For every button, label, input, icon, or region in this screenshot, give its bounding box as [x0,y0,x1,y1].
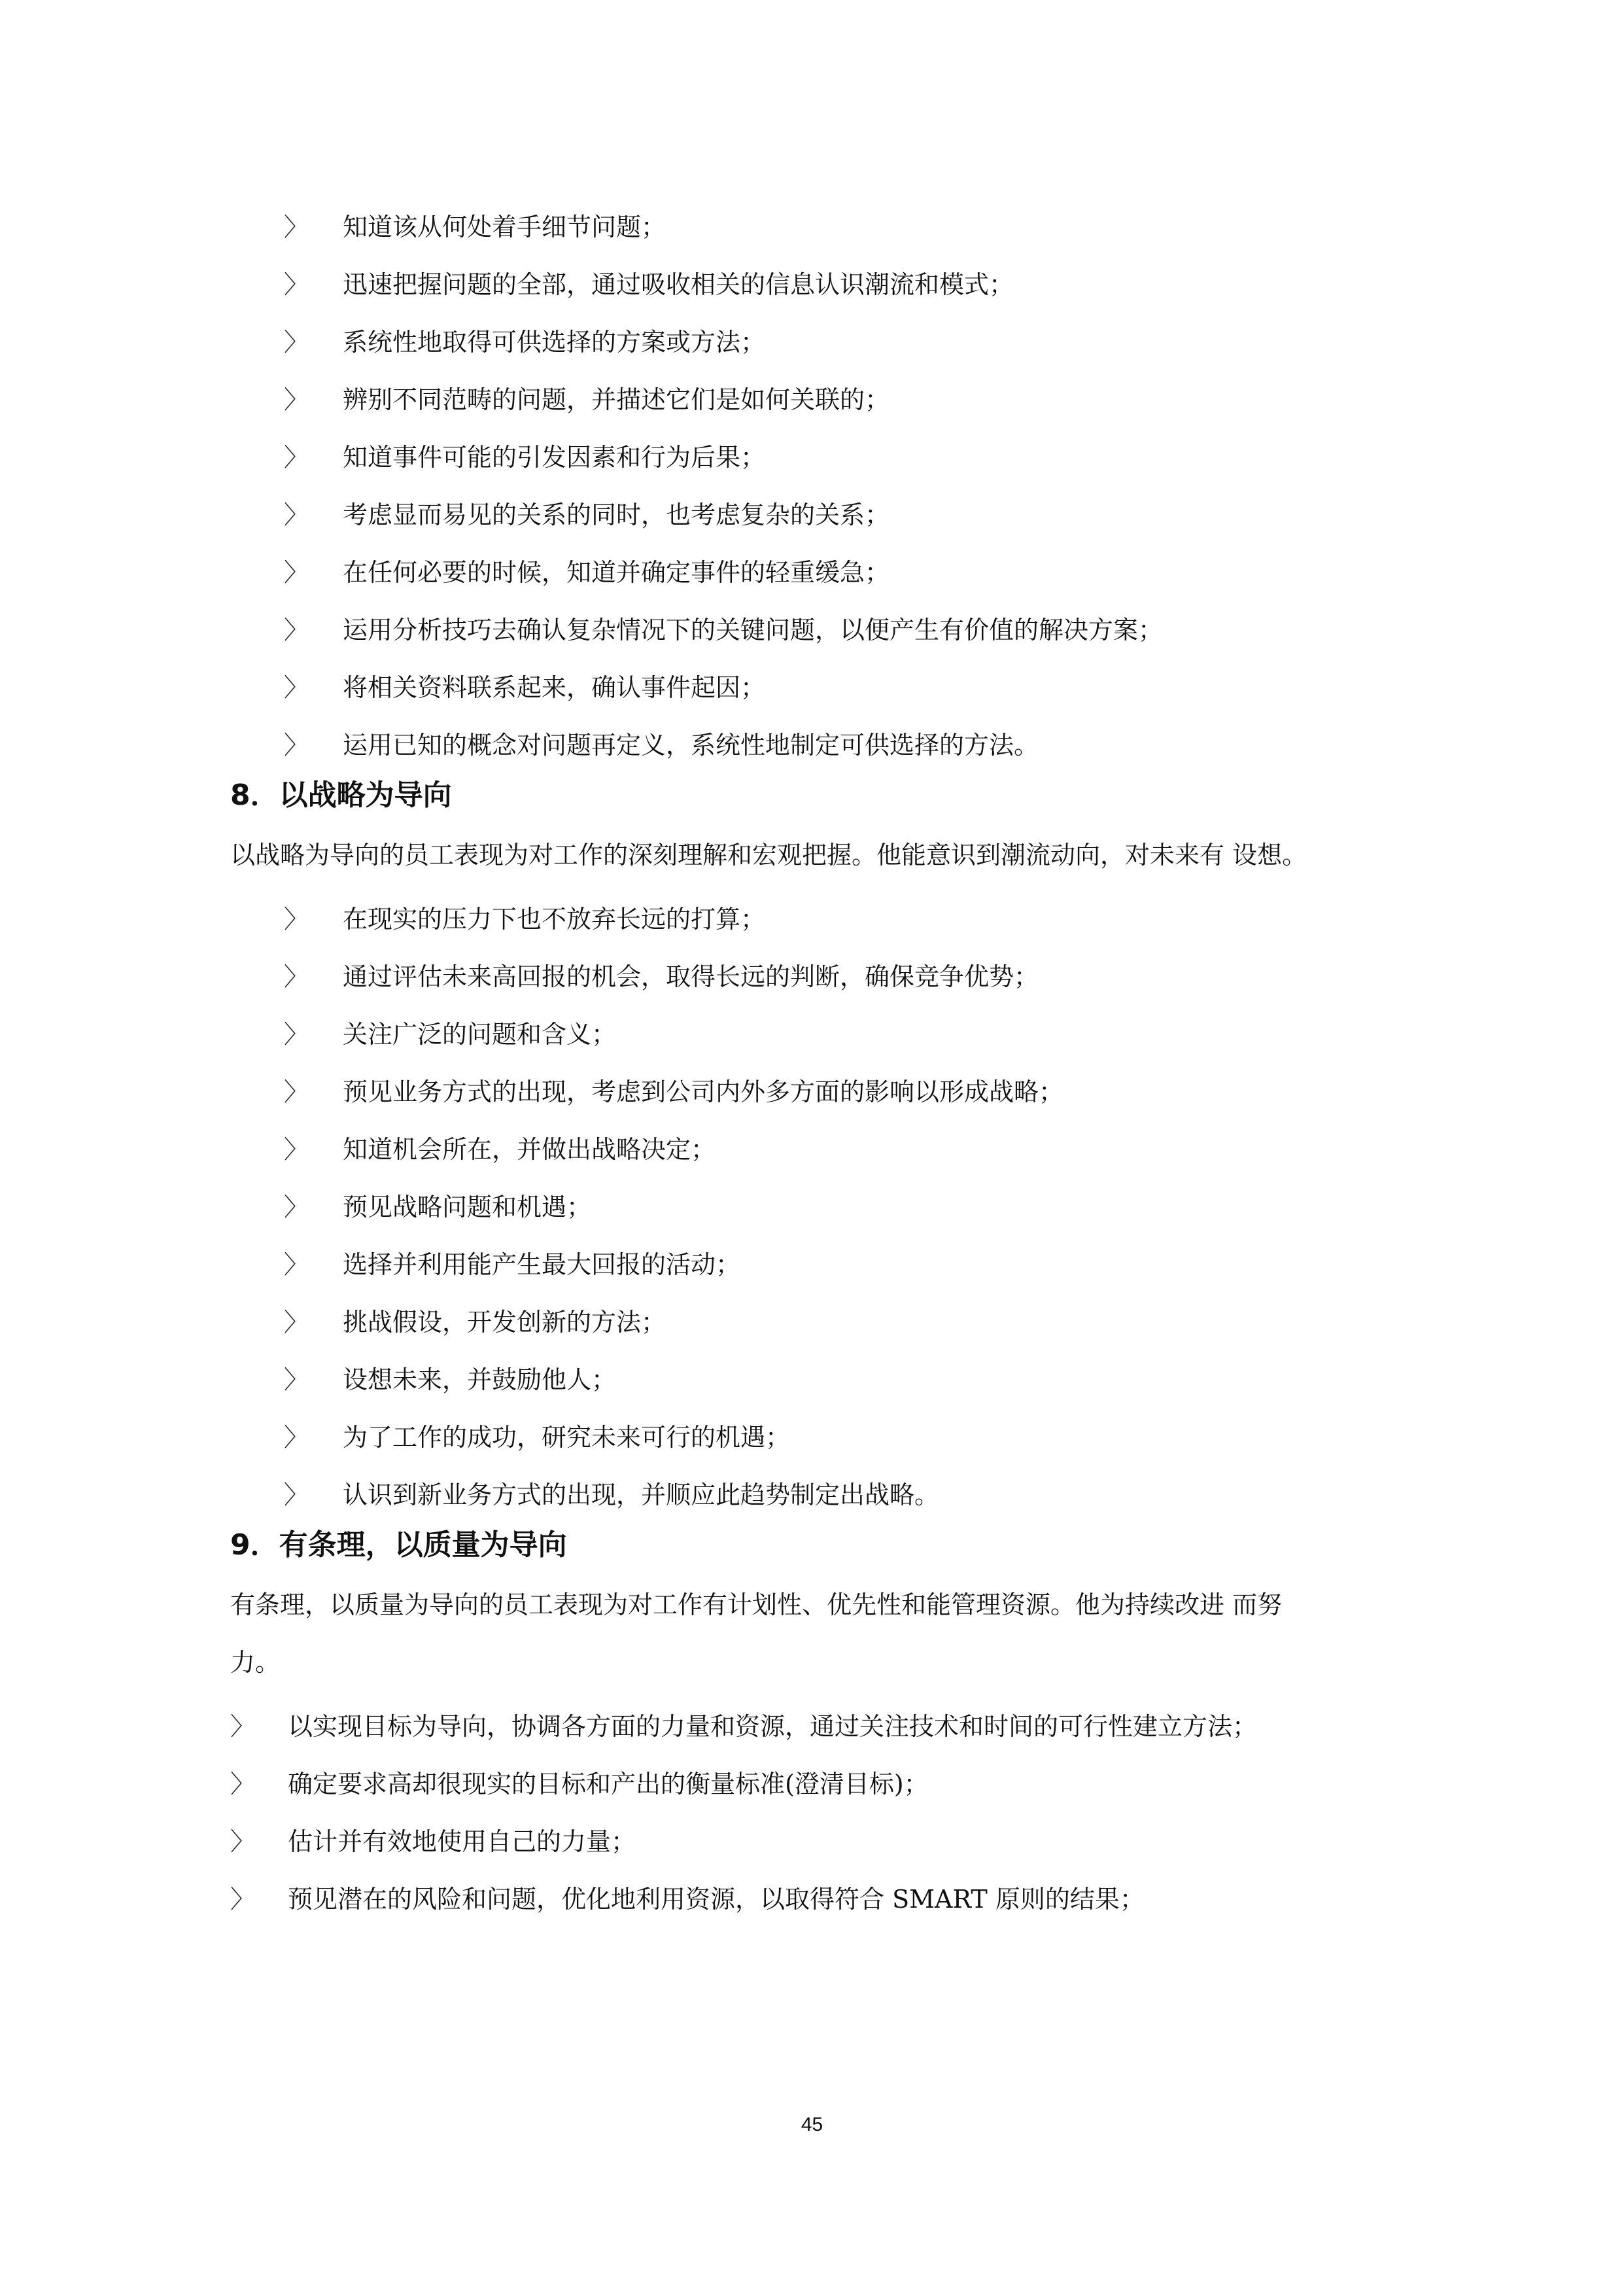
section-heading-quality: 9．有条理，以质量为导向 [230,1528,567,1562]
list-item: 辨别不同范畴的问题，并描述它们是如何关联的； [343,385,890,414]
list-item: 为了工作的成功，研究未来可行的机遇； [343,1423,791,1452]
bullet-marker: 〉 [284,1020,309,1049]
bullet-marker: 〉 [284,1250,309,1279]
bullet-marker: 〉 [284,1480,309,1509]
list-item: 设想未来，并鼓励他人； [343,1365,617,1394]
bullet-marker: 〉 [230,1827,256,1856]
list-item: 关注广泛的问题和含义； [343,1020,617,1049]
list-item: 预见潜在的风险和问题，优化地利用资源，以取得符合 SMART 原则的结果； [288,1885,1145,1914]
list-item: 运用分析技巧去确认复杂情况下的关键问题，以便产生有价值的解决方案； [343,616,1164,644]
section-intro-strategy: 以战略为导向的员工表现为对工作的深刻理解和宏观把握。他能意识到潮流动向，对未来有 设想。 [230,841,1307,869]
bullet-marker: 〉 [284,270,309,299]
list-item: 选择并利用能产生最大回报的活动； [343,1250,741,1279]
list-item: 估计并有效地使用自己的力量； [288,1827,636,1856]
section-heading-strategy: 8．以战略为导向 [230,779,452,812]
bullet-marker: 〉 [284,962,309,991]
section-intro-quality-line1: 有条理，以质量为导向的员工表现为对工作有计划性、优先性和能管理资源。他为持续改进 而努 [230,1590,1283,1619]
list-item: 知道机会所在，并做出战略决定； [343,1135,716,1164]
list-item: 确定要求高却很现实的目标和产出的衡量标准(澄清目标)； [288,1770,929,1798]
bullet-marker: 〉 [284,328,309,357]
list-item: 运用已知的概念对问题再定义，系统性地制定可供选择的方法。 [343,731,1039,760]
bullet-marker: 〉 [284,905,309,934]
list-item: 知道事件可能的引发因素和行为后果； [343,443,766,472]
bullet-marker: 〉 [284,443,309,472]
section-intro-quality-line2: 力。 [230,1648,281,1677]
bullet-marker: 〉 [284,1423,309,1452]
page-number: 45 [801,2114,823,2135]
bullet-marker: 〉 [284,1365,309,1394]
list-item: 以实现目标为导向，协调各方面的力量和资源，通过关注技术和时间的可行性建立方法； [288,1712,1258,1741]
bullet-marker: 〉 [284,385,309,414]
list-item: 挑战假设，开发创新的方法； [343,1308,666,1337]
bullet-marker: 〉 [284,500,309,529]
bullet-marker: 〉 [284,1193,309,1221]
list-item: 预见业务方式的出现，考虑到公司内外多方面的影响以形成战略； [343,1077,1064,1106]
bullet-marker: 〉 [284,1308,309,1337]
list-item: 迅速把握问题的全部，通过吸收相关的信息认识潮流和模式； [343,270,1014,299]
list-item: 在现实的压力下也不放弃长远的打算； [343,905,766,934]
bullet-marker: 〉 [284,213,309,241]
list-item: 认识到新业务方式的出现，并顺应此趋势制定出战略。 [343,1480,940,1509]
bullet-marker: 〉 [284,673,309,702]
bullet-marker: 〉 [284,616,309,644]
list-item: 考虑显而易见的关系的同时，也考虑复杂的关系； [343,500,890,529]
list-item: 系统性地取得可供选择的方案或方法； [343,328,766,357]
bullet-marker: 〉 [284,1077,309,1106]
list-item: 通过评估未来高回报的机会，取得长远的判断，确保竞争优势； [343,962,1039,991]
list-item: 在任何必要的时候，知道并确定事件的轻重缓急； [343,558,890,587]
list-item: 将相关资料联系起来，确认事件起因； [343,673,766,702]
bullet-marker: 〉 [230,1712,256,1741]
list-item: 知道该从何处着手细节问题； [343,213,666,241]
list-item: 预见战略问题和机遇； [343,1193,592,1221]
bullet-marker: 〉 [230,1770,256,1798]
bullet-marker: 〉 [284,558,309,587]
bullet-marker: 〉 [284,1135,309,1164]
bullet-marker: 〉 [284,731,309,760]
bullet-marker: 〉 [230,1885,256,1914]
